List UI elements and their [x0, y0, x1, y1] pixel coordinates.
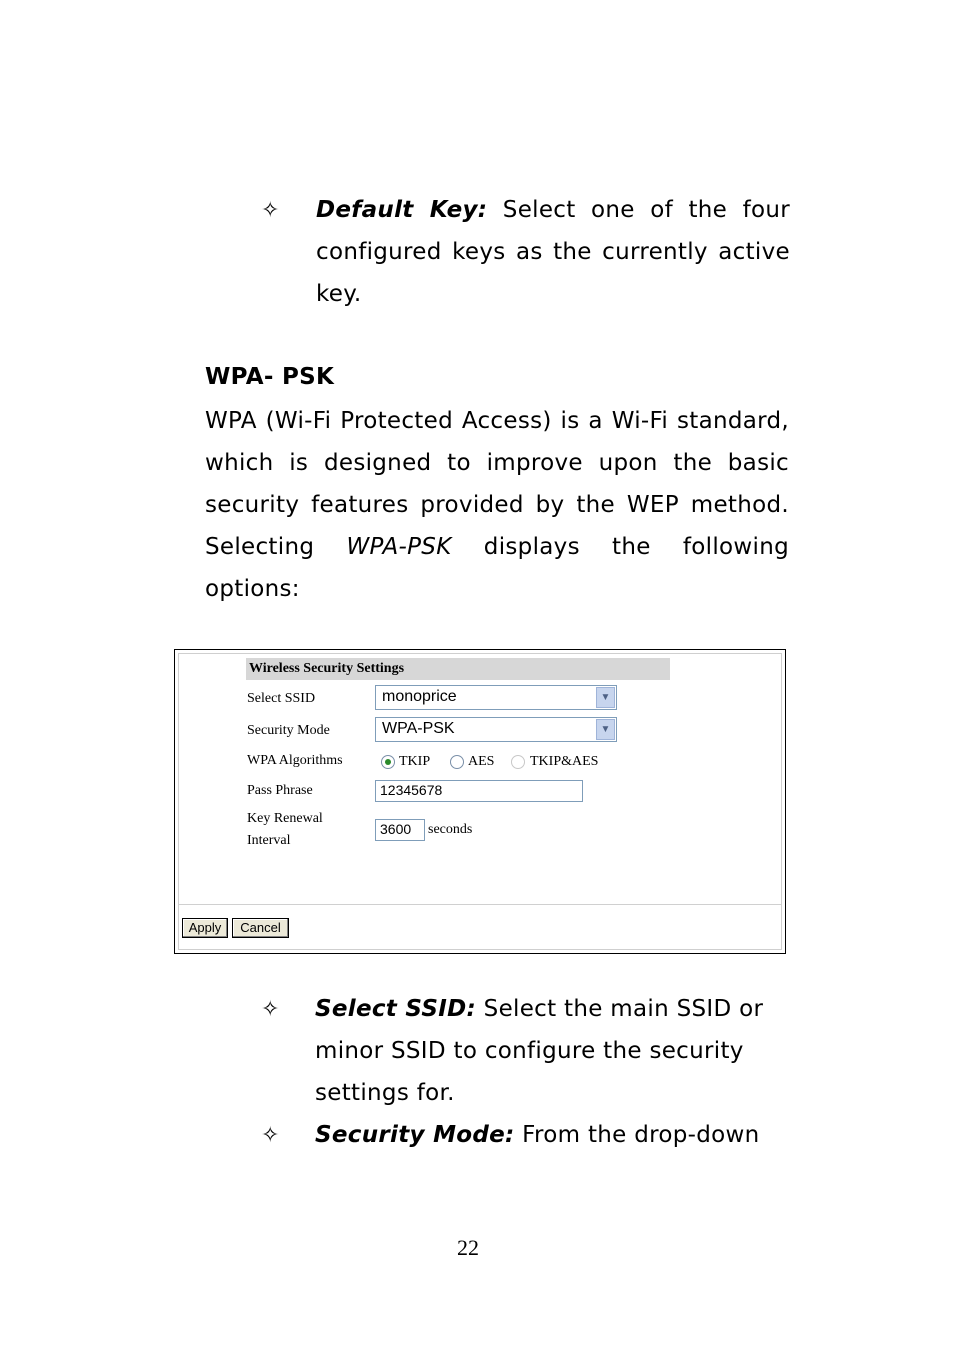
select-ssid-paragraph [315, 988, 795, 1114]
security-mode-dropdown[interactable] [375, 717, 617, 742]
page-number: 22 [457, 1235, 479, 1260]
wpa-psk-heading: WPA- PSK [205, 364, 335, 390]
wpa-psk-line4-pre: Selecting [205, 534, 315, 560]
security-mode-label: Security Mode [247, 723, 330, 738]
wireless-security-screenshot [174, 649, 786, 954]
key-renewal-label-1: Key Renewal [247, 811, 323, 826]
select-ssid-term: Select SSID: [315, 996, 477, 1022]
radio-tkip-aes[interactable] [511, 755, 525, 769]
radio-tkip-aes-label: TKIP&AES [530, 754, 599, 769]
apply-button[interactable]: Apply [182, 918, 228, 938]
security-mode-paragraph [315, 1114, 795, 1156]
default-key-line1: Select one of the four [502, 197, 790, 223]
radio-aes[interactable] [450, 755, 464, 769]
key-renewal-value: 3600 [380, 821, 412, 837]
bullet-star-icon: ✧ [261, 997, 280, 1022]
wpa-psk-line4-post: displays the following [483, 534, 789, 560]
select-ssid-line1: Select the main SSID or [483, 996, 764, 1022]
radio-aes-label: AES [468, 754, 495, 769]
default-key-line3: key. [316, 281, 362, 307]
settings-header-title: Wireless Security Settings [249, 661, 405, 676]
radio-tkip-label: TKIP [399, 754, 431, 769]
bullet-star-icon: ✧ [261, 1123, 280, 1148]
select-ssid-line2: minor SSID to configure the security [315, 1038, 744, 1064]
default-key-line2: configured keys as the currently active [316, 239, 790, 265]
select-ssid-label: Select SSID [247, 691, 316, 706]
pass-phrase-input[interactable] [375, 780, 583, 802]
panel-divider [179, 904, 781, 905]
security-mode-term: Security Mode: [315, 1122, 515, 1148]
key-renewal-label-2: Interval [247, 833, 291, 848]
select-ssid-value: monoprice [382, 688, 457, 705]
cancel-button[interactable]: Cancel [232, 918, 289, 938]
wireless-security-panel [178, 653, 782, 950]
wpa-psk-paragraph [205, 400, 789, 610]
security-mode-value: WPA-PSK [382, 720, 455, 737]
key-renewal-input[interactable] [375, 819, 425, 841]
wpa-psk-line2: which is designed to improve upon the basic [205, 450, 789, 476]
wpa-algorithms-label: WPA Algorithms [247, 753, 343, 768]
settings-header-bar [246, 658, 670, 680]
pass-phrase-label: Pass Phrase [247, 783, 313, 798]
default-key-paragraph [316, 189, 790, 315]
wpa-psk-line4-em: WPA-PSK [346, 534, 452, 560]
radio-tkip[interactable] [381, 755, 395, 769]
select-ssid-line3: settings for. [315, 1080, 455, 1106]
key-renewal-unit: seconds [428, 822, 473, 837]
wpa-psk-line5: options: [205, 576, 300, 602]
security-mode-line1: From the drop-down [522, 1122, 760, 1148]
chevron-down-icon[interactable]: ▼ [596, 687, 615, 708]
bullet-star-icon: ✧ [261, 198, 280, 223]
wpa-psk-line1: WPA (Wi-Fi Protected Access) is a Wi-Fi standard, [205, 408, 789, 434]
pass-phrase-value: 12345678 [380, 782, 443, 798]
select-ssid-dropdown[interactable] [375, 685, 617, 710]
default-key-term: Default Key: [316, 197, 488, 223]
wpa-psk-line3: security features provided by the WEP method. [205, 492, 789, 518]
chevron-down-icon[interactable]: ▼ [596, 719, 615, 740]
